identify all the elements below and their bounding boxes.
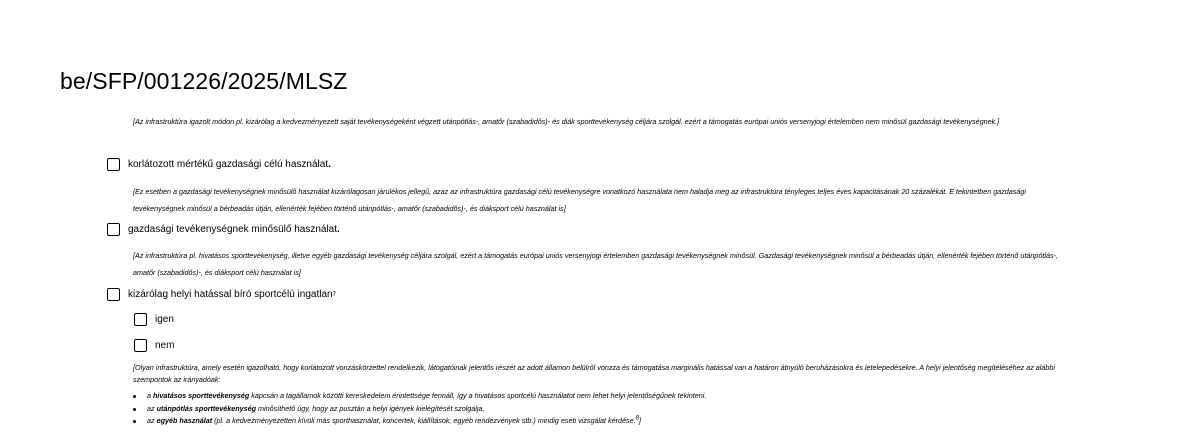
option-limited-economic-suffix: .: [328, 159, 331, 170]
checkbox-yes[interactable]: [134, 313, 147, 326]
option-yes[interactable]: [134, 313, 174, 326]
option-local-impact[interactable]: kizárólag helyi hatással bíró sportcélú ingatlan 7: [107, 288, 336, 301]
note-economic-activity: [Az infrastruktúra pl. hivatásos sporttevékenység, illetve egyéb gazdasági tevékenység céljára szolgál, ezért a támogatás európai uniós versenyjogi értelemben gazdasági tevékenységnek minősül. Gazdasági tevékenységnek minősül a bérbeadás útján, ellenérték fejében történő utánpótlás-, amatőr (szabadidős)-, és diáksport célú használat is]: [133, 251, 1058, 277]
option-limited-economic-label: korlátozott mértékű gazdasági célú használat: [128, 159, 329, 170]
checkbox-limited-economic[interactable]: [107, 158, 120, 171]
note-limited-economic: [Ez esetben a gazdasági tevékenységnek minősülő használat kizárólagosan járulékos jellegű, azaz az infrastruktúra gazdasági célú tevékenységre vonatkozó használata nem haladja meg az infrastruktúra tényleges teljes éves kapacitásának 20 százalékát. E tekintetben gazdasági tevékenységnek minősül a bérbeadás útján, ellenérték fejében történő utánpótlás-, amatőr (szabadidős)-, és diáksport célú használat is]: [133, 187, 1026, 213]
document-id: be/SFP/001226/2025/MLSZ: [60, 68, 348, 94]
criteria-item: az egyéb használat (pl. a kedvezményezetten kívüli más sporthasználat, koncertek, kiállítások, egyéb rendezvények stb.) mindig eseti vizsgálat kérdése.$^8$]: [133, 415, 1133, 428]
checkbox-no[interactable]: [134, 339, 147, 352]
option-economic-activity-label: gazdasági tevékenységnek minősülő használat: [128, 224, 338, 235]
checkbox-economic-activity[interactable]: [107, 223, 120, 236]
option-limited-economic[interactable]: [107, 158, 331, 171]
criteria-item: az utánpótlás sporttevékenység minősíthető úgy, hogy az pusztán a helyi igények kielégítését szolgálja,: [133, 403, 1133, 416]
checkbox-local-impact[interactable]: [107, 288, 120, 301]
option-economic-activity-suffix: .: [337, 224, 340, 235]
option-no-label: nem: [155, 340, 175, 351]
criteria-list: [133, 390, 1133, 428]
note-local-impact: [Olyan infrastruktúra, amely esetén igazolható, hogy korlátozott vonzáskörzettel rendelkezik, látogatóinak jelentős részét az adott államon belülről vonzza és támogatása marginális hatással van a határon átnyúló beruházásokra és letelepedésekre. A helyi jelentőség megítéléséhez az alábbi szempontok az irányadóak:: [133, 363, 1055, 384]
option-yes-label: igen: [155, 314, 174, 325]
option-no[interactable]: [134, 339, 174, 352]
option-local-impact-label: kizárólag helyi hatással bíró sportcélú ingatlan: [128, 289, 333, 300]
option-economic-activity[interactable]: [107, 223, 340, 236]
footnote-8: 8: [635, 415, 639, 422]
criteria-item: a hivatásos sporttevékenység kapcsán a tagállamok közötti kereskedelem érintettsége fennáll, így a hivatásos sportcélú használatot nem lehet helyi jelentőségűnek tekinteni.: [133, 390, 1133, 403]
note-free-use: [Az infrastruktúra igazolt módon pl. kizárólag a kedvezményezett saját tevékenységeként végzett utánpótlás-, amatőr (szabadidős)- és diák sporttevékenység céljára szolgál, ezért a támogatás európai uniós versenyjogi értelemben nem minősül gazdasági tevékenységnek.]: [133, 117, 1000, 126]
